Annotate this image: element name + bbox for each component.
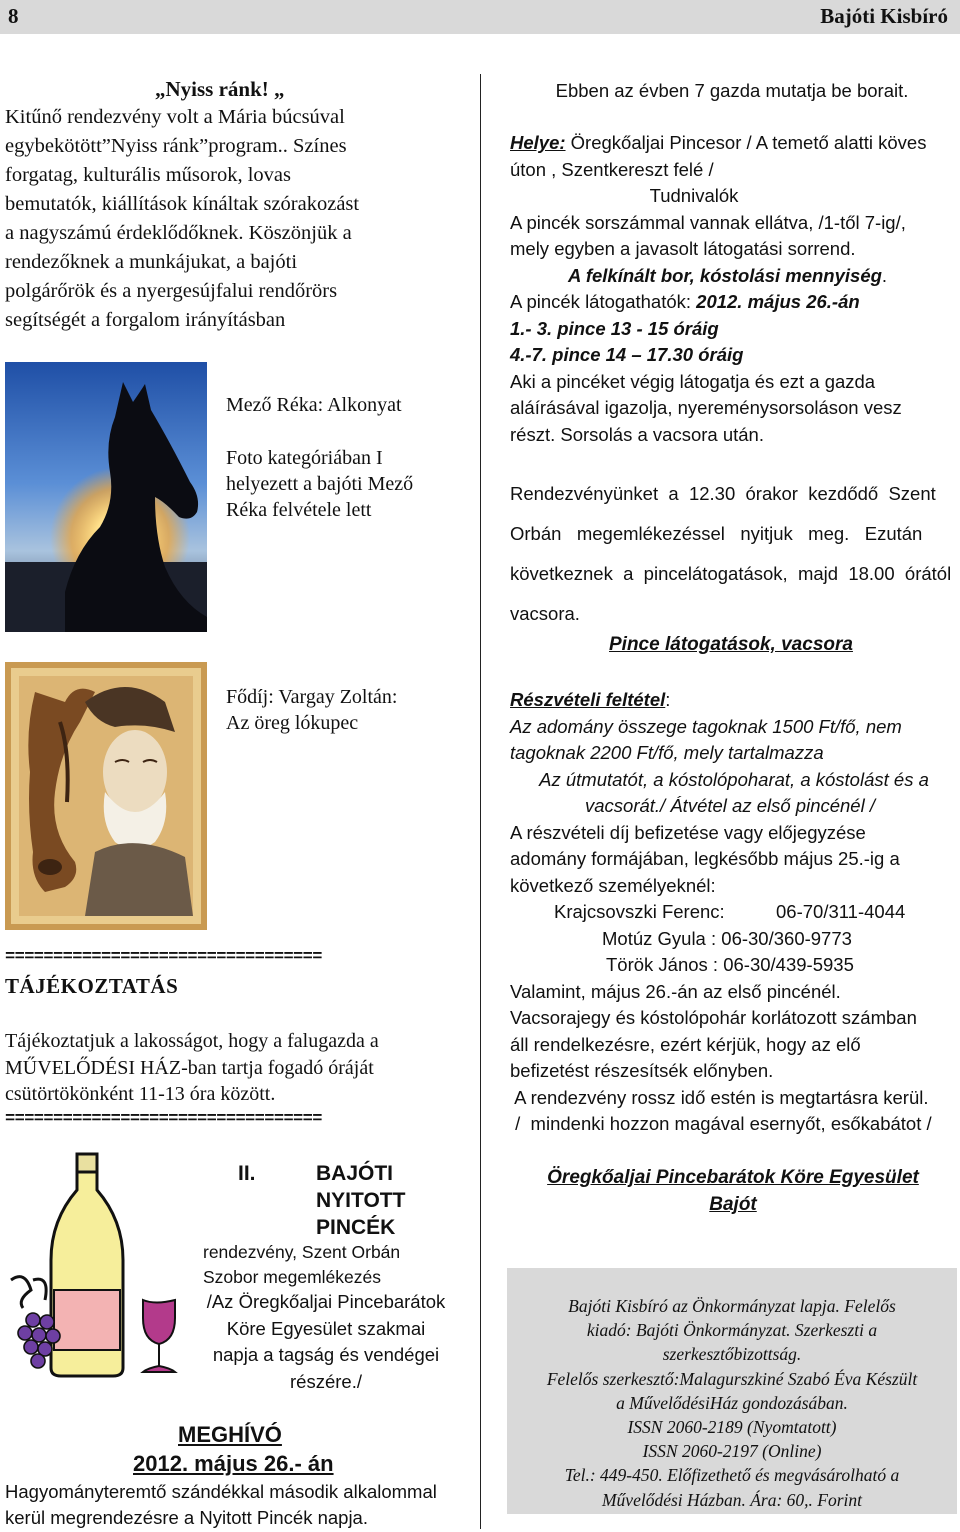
newspaper-title: Bajóti Kisbíró bbox=[820, 4, 948, 28]
article-title: „Nyiss ránk! „ bbox=[155, 77, 285, 101]
fee-line: következő személyeknél: bbox=[510, 874, 716, 896]
organizer-name: Öregkőaljai Pincebarátok Köre Egyesület bbox=[547, 1167, 919, 1188]
program-title: Pince látogatások, vacsora bbox=[609, 634, 853, 655]
program-line: Orbán megemlékezéssel nyitjuk meg. Ezután bbox=[510, 523, 923, 544]
article-line: segítségét a forgalom irányításban bbox=[5, 309, 286, 331]
invite-heading-line: PINCÉK bbox=[316, 1216, 396, 1239]
invite-heading bbox=[316, 1160, 405, 1241]
closing-line: áll rendelkezésre, ezért kérjük, hogy az elő bbox=[510, 1033, 861, 1055]
caption-line: Foto kategóriában I bbox=[226, 447, 383, 469]
article-line: a nagyszámú érdeklődőknek. Köszönjük a bbox=[5, 222, 352, 244]
program-text bbox=[510, 474, 956, 634]
invite-line: /Az Öregkőaljai Pincebarátok bbox=[206, 1291, 446, 1312]
contact-row bbox=[510, 899, 958, 926]
imprint-line: Felelős szerkesztő:Malagurszkiné Szabó Éva Készült bbox=[546, 1368, 918, 1389]
article-line: Kitűnő rendezvény volt a Mária búcsúval bbox=[5, 106, 345, 128]
event-info bbox=[510, 130, 958, 448]
invite-heading-line: NYITOTT bbox=[316, 1189, 406, 1212]
intro-text: Ebben az évben 7 gazda mutatja be borait. bbox=[555, 80, 909, 101]
page-number: 8 bbox=[8, 4, 19, 28]
visit-date: 2012. május 26.-án bbox=[696, 291, 860, 312]
page-header bbox=[0, 0, 960, 34]
visit-time: 1.- 3. pince 13 - 15 óráig bbox=[510, 317, 719, 339]
invite-line: részére./ bbox=[290, 1370, 362, 1392]
imprint-line: ISSN 2060-2189 (Nyomtatott) bbox=[627, 1417, 837, 1438]
fee-line: Az adomány összege tagoknak 1500 Ft/fő, nem bbox=[510, 715, 902, 737]
article-body bbox=[5, 103, 475, 335]
invite-heading-line: BAJÓTI bbox=[316, 1162, 394, 1185]
offer-dot: . bbox=[881, 264, 888, 286]
closing-line: A rendezvény rossz idő estén is megtartásra kerül. bbox=[510, 1086, 929, 1108]
article-line: egybekötött”Nyiss ránk”program.. Színes bbox=[5, 135, 347, 157]
article-line: polgárőrök és a nyergesújfalui rendőrörs bbox=[5, 280, 338, 302]
imprint-line: ISSN 2060-2197 (Online) bbox=[642, 1441, 822, 1462]
fee-line: vacsorát./ Átvétel az első pincénél / bbox=[585, 795, 875, 816]
fee-line: adomány formájában, legkésőbb május 25.-ig a bbox=[510, 848, 900, 869]
notice-line: MŰVELŐDÉSI HÁZ-ban tartja fogadó óráját bbox=[5, 1056, 374, 1079]
invite-title: MEGHÍVÓ bbox=[178, 1422, 282, 1447]
invite-line: Köre Egyesület szakmai bbox=[226, 1317, 426, 1339]
invite-desc-2 bbox=[203, 1289, 449, 1395]
program-line: Rendezvényünket a 12.30 órakor kezdődő Szent bbox=[510, 483, 936, 504]
contact-name: Motúz Gyula : bbox=[602, 927, 717, 949]
column-divider bbox=[480, 74, 481, 1529]
closing-line: befizetést részesítsék előnyben. bbox=[510, 1060, 774, 1081]
wine-bottle-illustration bbox=[5, 1150, 200, 1380]
photo2-caption bbox=[226, 684, 397, 736]
invite-desc-1 bbox=[203, 1240, 400, 1290]
info-title: Tudnivalók bbox=[649, 185, 739, 206]
program-line: következnek a pincelátogatások, majd 18.00 órától bbox=[510, 563, 952, 584]
caption-line: Réka felvétele lett bbox=[226, 499, 372, 521]
offer-text: A felkínált bor, kóstolási mennyiség bbox=[568, 264, 882, 286]
info-line: A pincék sorszámmal vannak ellátva, /1-től 7-ig/, bbox=[510, 211, 906, 233]
photo1-caption-title: Mező Réka: Alkonyat bbox=[226, 394, 402, 416]
imprint-box bbox=[507, 1268, 957, 1514]
imprint-line: Tel.: 449-450. Előfizethető és megvásárolható a bbox=[564, 1465, 900, 1486]
place-text: úton , Szentkereszt felé / bbox=[510, 158, 714, 180]
invite-bottom-line: kerül megrendezésre a Nyitott Pincék napja. bbox=[5, 1507, 368, 1528]
contact-row bbox=[510, 952, 958, 979]
fee-line: Az útmutatót, a kóstolópoharat, a kóstolást és a bbox=[539, 768, 929, 790]
closing-line: / mindenki hozzon magával esernyőt, esőkabátot / bbox=[510, 1113, 932, 1134]
fee-section bbox=[510, 687, 958, 1138]
notice-title: TÁJÉKOZTATÁS bbox=[5, 974, 179, 998]
program-line: vacsora. bbox=[510, 603, 580, 624]
article-line: bemutatók, kiállítások kínáltak szórakozást bbox=[5, 193, 360, 215]
article-line: forgatag, kulturális műsorok, lovas bbox=[5, 164, 292, 186]
separator-line: ================================= bbox=[5, 1110, 322, 1129]
invite-line: napja a tagság és vendégei bbox=[212, 1344, 440, 1365]
fee-line: A részvételi díj befizetése vagy előjegyzése bbox=[510, 821, 866, 843]
caption-line: Az öreg lókupec bbox=[226, 712, 359, 734]
article-line: rendezőknek a munkájukat, a bajóti bbox=[5, 251, 298, 273]
caption-line: helyezett a bajóti Mező bbox=[226, 473, 414, 495]
notice-line: Tájékoztatjuk a lakosságot, hogy a falugazda a bbox=[5, 1030, 379, 1052]
fee-label: Részvételi feltétel bbox=[510, 689, 666, 710]
old-horse-dealer-inlay-photo bbox=[5, 662, 207, 930]
photo1-caption bbox=[226, 445, 413, 523]
imprint-line: kiadó: Bajóti Önkormányzat. Szerkeszti a bbox=[586, 1320, 878, 1341]
organizer bbox=[507, 1164, 959, 1218]
contact-name: Török János : bbox=[606, 954, 719, 975]
imprint-line: Művelődési Házban. Ára: 60,. Forint bbox=[601, 1489, 863, 1510]
separator-line: ================================= bbox=[5, 948, 322, 967]
closing-line: Valamint, május 26.-án az első pincénél. bbox=[510, 980, 841, 1002]
imprint-line: a MűvelődésiHáz gondozásában. bbox=[616, 1392, 848, 1413]
invite-bottom-line: Hagyományteremtő szándékkal második alkalommal bbox=[5, 1481, 437, 1502]
contact-phone: 06-30/360-9773 bbox=[721, 927, 852, 949]
raffle-line: Aki a pincéket végig látogatja és ezt a gazda bbox=[510, 370, 876, 392]
visit-label: A pincék látogathatók: bbox=[510, 291, 697, 312]
contact-phone: 06-70/311-4044 bbox=[776, 901, 906, 922]
notice-line: csütörtökönként 11-13 óra között. bbox=[5, 1083, 276, 1105]
organizer-place: Bajót bbox=[709, 1194, 757, 1215]
notice-body bbox=[5, 1028, 379, 1108]
fee-colon: : bbox=[665, 689, 671, 710]
invite-line: Szobor megemlékezés bbox=[203, 1267, 381, 1287]
invite-number: II. bbox=[238, 1162, 256, 1185]
invite-line: rendezvény, Szent Orbán bbox=[203, 1242, 401, 1262]
closing-line: Vacsorajegy és kóstolópohár korlátozott számban bbox=[510, 1007, 917, 1028]
fee-line: tagoknak 2200 Ft/fő, mely tartalmazza bbox=[510, 742, 824, 763]
raffle-line: aláírásával igazolja, nyereménysorsoláson vesz bbox=[510, 397, 902, 418]
invite-bottom bbox=[5, 1479, 437, 1531]
invite-date: 2012. május 26.- án bbox=[133, 1451, 334, 1476]
imprint-line: Bajóti Kisbíró az Önkormányzat lapja. Felelős bbox=[568, 1296, 896, 1316]
imprint-line: szerkesztőbizottság. bbox=[662, 1344, 802, 1365]
caption-line: Fődíj: Vargay Zoltán: bbox=[226, 686, 398, 708]
visit-time: 4.-7. pince 14 – 17.30 óráig bbox=[510, 344, 744, 365]
sunset-horse-photo bbox=[5, 362, 207, 632]
place-label: Helye: bbox=[510, 132, 566, 153]
contact-name: Krajcsovszki Ferenc: bbox=[554, 901, 725, 922]
contact-row bbox=[510, 926, 958, 953]
info-line: mely egyben a javasolt látogatási sorrend. bbox=[510, 238, 856, 259]
contact-phone: 06-30/439-5935 bbox=[723, 954, 854, 975]
place-text: Öregkőaljai Pincesor / A temető alatti köves bbox=[565, 132, 927, 153]
raffle-line: részt. Sorsolás a vacsora után. bbox=[510, 423, 764, 445]
